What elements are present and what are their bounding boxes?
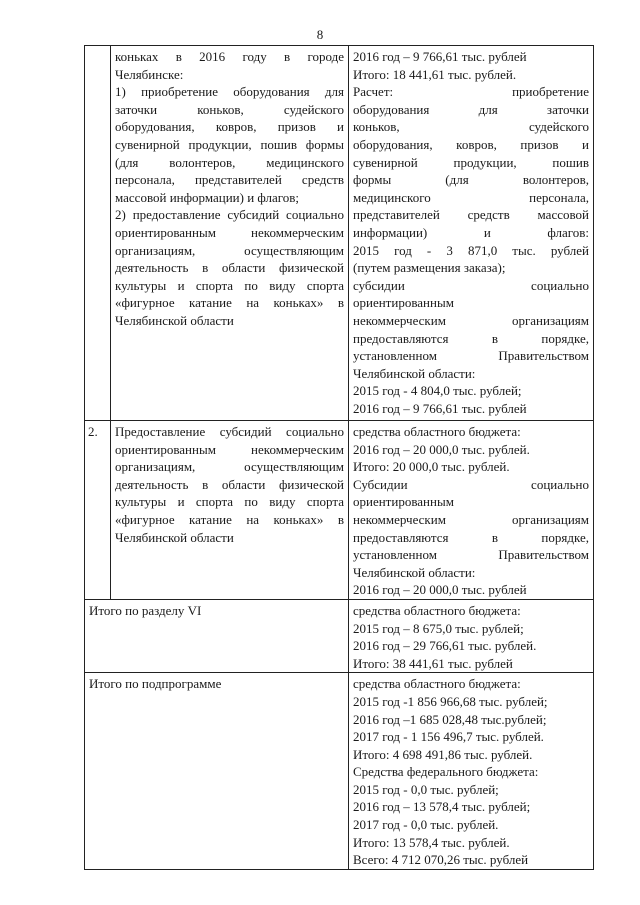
- activity-description-cell: [111, 46, 349, 421]
- text-line: Челябинской области: [115, 529, 234, 545]
- table-row-activity-2: [85, 421, 594, 600]
- text-line: 2015 год -1 856 966,68 тыс. рублей;: [353, 693, 548, 709]
- text-line: 2016 год – 9 766,61 тыс. рублей: [353, 49, 527, 64]
- text-line: деятельность в области физической: [115, 476, 344, 492]
- text-line: Итого: 38 441,61 тыс. рублей: [353, 655, 513, 671]
- text-line: предоставляются в порядке,: [353, 330, 589, 346]
- table-row-subprogram-total: [85, 673, 594, 870]
- text-line: субсидии социально: [353, 277, 589, 293]
- text-line: ориентированным: [353, 494, 454, 510]
- text-line: Итого: 20 000,0 тыс. рублей.: [353, 459, 510, 475]
- subprogram-total-financing-cell: [349, 673, 594, 870]
- text-line: оборудования для заточки: [353, 101, 589, 117]
- text-line: некоммерческим организациям: [353, 312, 589, 328]
- table-row-section-total: [85, 599, 594, 672]
- text-line: 2016 год – 9 766,61 тыс. рублей: [353, 400, 527, 416]
- text-line: деятельность в области физической: [115, 260, 344, 276]
- text-line: Средства федерального бюджета:: [353, 764, 539, 780]
- text-line: 2015 год - 0,0 тыс. рублей;: [353, 781, 499, 797]
- subprogram-total-label-cell: [85, 673, 349, 870]
- text-line: сувенирной продукции, пошив формы: [115, 136, 344, 152]
- text-line: 2016 год – 13 578,4 тыс. рублей;: [353, 799, 531, 815]
- financing-text: [353, 423, 589, 599]
- text-line: установленном Правительством: [353, 348, 589, 364]
- text-line: заточки коньков, судейского: [115, 101, 344, 117]
- activity-description: [115, 48, 344, 330]
- text-line: Субсидии социально: [353, 476, 589, 492]
- text-line: 1) приобретение оборудования для: [115, 84, 344, 100]
- section-total-financing: [353, 602, 589, 672]
- row-number: 2.: [88, 424, 98, 439]
- text-line: 2) предоставление субсидий социально: [115, 207, 344, 223]
- page-number: 8: [316, 27, 324, 42]
- text-line: Расчет: приобретение: [353, 84, 589, 100]
- text-line: культуры и спорта по виду спорта: [115, 494, 344, 510]
- text-line: Всего: 4 712 070,26 тыс. рублей: [353, 852, 529, 868]
- program-activities-table: [84, 45, 594, 870]
- text-line: массовой информации) и флагов;: [115, 189, 300, 205]
- text-line: Челябинской области:: [353, 564, 476, 580]
- text-line: 2017 год - 1 156 496,7 тыс. рублей.: [353, 729, 544, 745]
- text-line: 2016 год – 20 000,0 тыс. рублей.: [353, 441, 530, 457]
- text-line: 2016 год –1 685 028,48 тыс.рублей;: [353, 711, 547, 727]
- text-line: организациям, осуществляющим: [115, 242, 344, 258]
- section-total-financing-cell: [349, 599, 594, 672]
- text-line: Итого: 13 578,4 тыс. рублей.: [353, 834, 510, 850]
- text-line: Предоставление субсидий социально: [115, 424, 344, 439]
- text-line: средства областного бюджета:: [353, 676, 521, 692]
- subprogram-total-label: Итого по подпрограмме: [89, 676, 222, 692]
- text-line: Итого: 4 698 491,86 тыс. рублей.: [353, 746, 533, 762]
- text-line: (для волонтеров, медицинского: [115, 154, 344, 170]
- financing-text: [353, 48, 589, 417]
- text-line: 2015 год - 4 804,0 тыс. рублей;: [353, 383, 522, 399]
- text-line: Итого: 18 441,61 тыс. рублей.: [353, 66, 517, 82]
- text-line: сувенирной продукции, пошив: [353, 154, 589, 170]
- text-line: Челябинской области: [115, 312, 234, 328]
- text-line: 2017 год - 0,0 тыс. рублей.: [353, 817, 499, 833]
- text-line: «фигурное катание на коньках» в: [115, 295, 344, 311]
- text-line: информации) и флагов:: [353, 224, 589, 240]
- text-line: 2016 год – 29 766,61 тыс. рублей.: [353, 638, 537, 654]
- financing-cell: [349, 46, 594, 421]
- text-line: организациям, осуществляющим: [115, 459, 344, 475]
- subprogram-total-financing: [353, 675, 589, 869]
- text-line: (путем размещения заказа);: [353, 260, 506, 276]
- text-line: оборудования, ковров, призов и: [115, 119, 344, 135]
- text-line: некоммерческим организациям: [353, 511, 589, 527]
- text-line: культуры и спорта по виду спорта: [115, 277, 344, 293]
- text-line: Челябинске:: [115, 66, 184, 82]
- text-line: 2016 год – 20 000,0 тыс. рублей: [353, 582, 527, 598]
- text-line: «фигурное катание на коньках» в: [115, 511, 344, 527]
- text-line: 2015 год – 8 675,0 тыс. рублей;: [353, 620, 524, 636]
- activity-description: [115, 423, 344, 546]
- text-line: персонала, представителей средств: [115, 172, 344, 188]
- activity-description-cell: [111, 421, 349, 600]
- text-line: средства областного бюджета:: [353, 602, 521, 618]
- text-line: коньков, судейского: [353, 119, 589, 135]
- text-line: ориентированным некоммерческим: [115, 441, 344, 457]
- text-line: ориентированным некоммерческим: [115, 224, 344, 240]
- table-row-activity-1-continued: [85, 46, 594, 421]
- text-line: оборудования, ковров, призов и: [353, 136, 589, 152]
- row-number-cell: [85, 421, 111, 600]
- text-line: предоставляются в порядке,: [353, 529, 589, 545]
- text-line: формы (для волонтеров,: [353, 172, 589, 188]
- text-line: ориентированным: [353, 295, 454, 311]
- text-line: средства областного бюджета:: [353, 424, 521, 439]
- financing-cell: [349, 421, 594, 600]
- section-total-label-cell: [85, 599, 349, 672]
- text-line: 2015 год - 3 871,0 тыс. рублей: [353, 242, 589, 258]
- text-line: медицинского персонала,: [353, 189, 589, 205]
- text-line: Челябинской области:: [353, 365, 476, 381]
- row-number-cell: [85, 46, 111, 421]
- text-line: представителей средств массовой: [353, 207, 589, 223]
- text-line: установленном Правительством: [353, 547, 589, 563]
- text-line: коньках в 2016 году в городе: [115, 49, 344, 64]
- section-total-label: Итого по разделу VI: [89, 602, 202, 618]
